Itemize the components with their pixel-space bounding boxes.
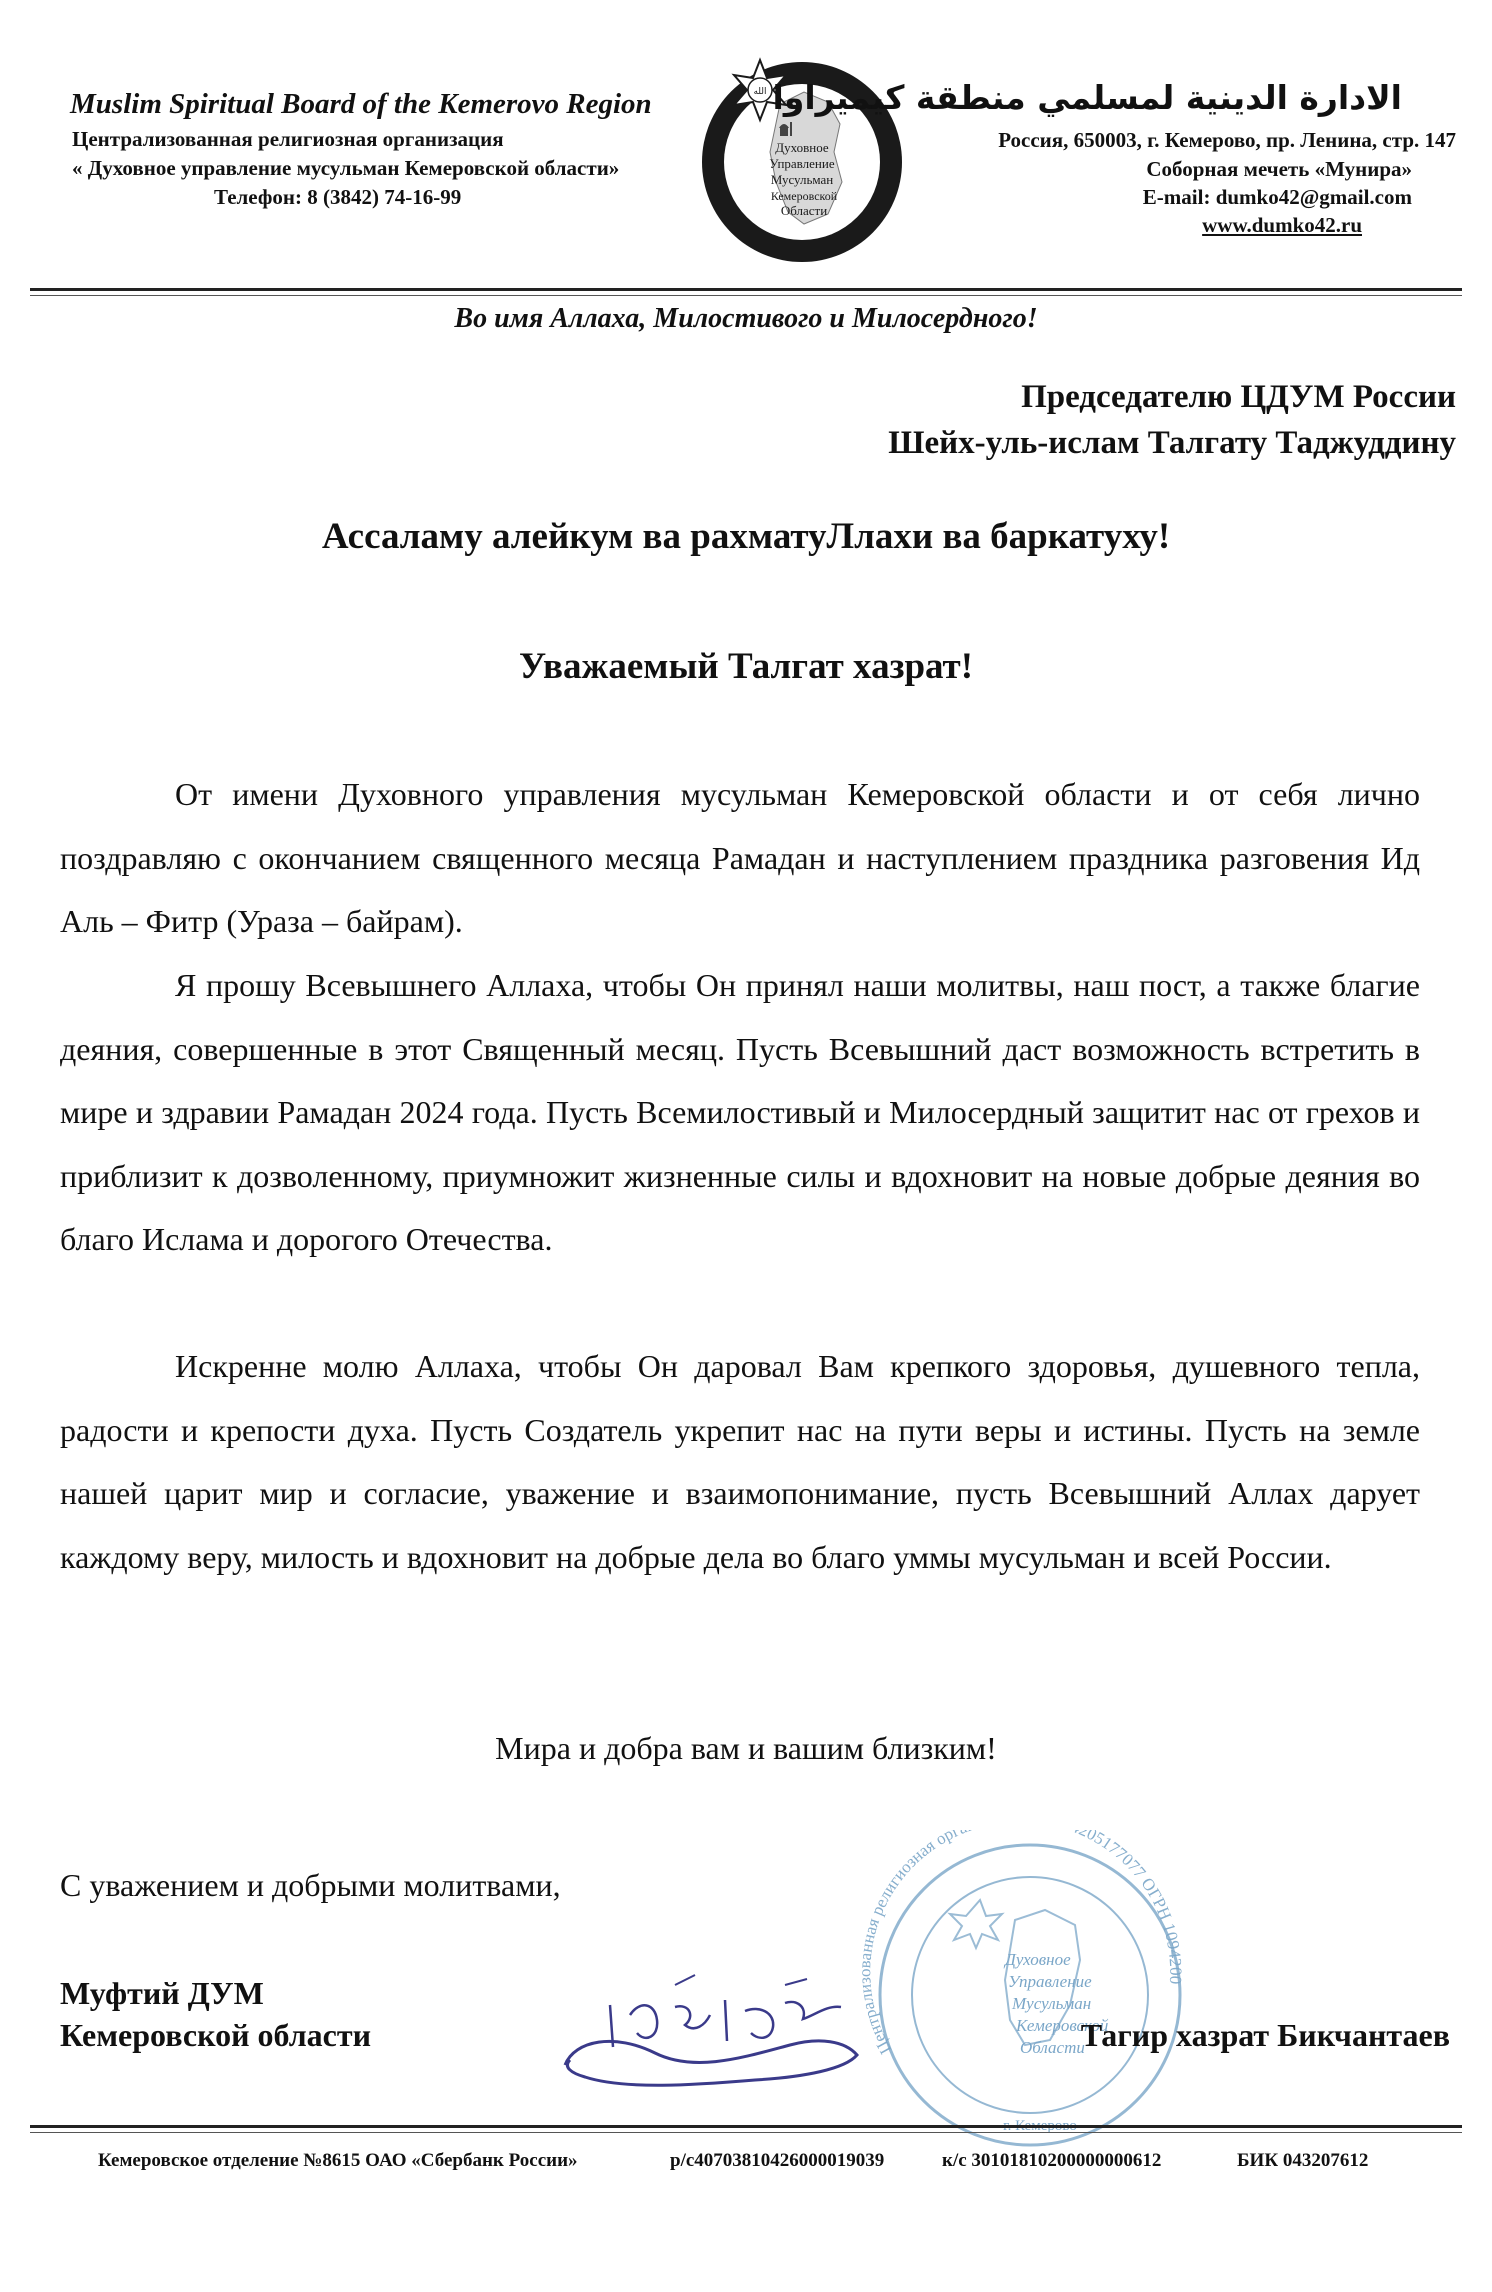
footer-account: р/с40703810426000019039 [670, 2150, 885, 2171]
org-name-ar: الادارة الدينية لمسلمي منطقة كيميراوا [772, 78, 1402, 117]
addressee-line-1: Председателю ЦДУМ России [1021, 379, 1456, 415]
logo-line-4: Кемеровской [770, 189, 838, 203]
stamp-ring-text: Централизованная религиозная орг 205177077 ОГРН 1094200 [855, 1830, 1186, 2058]
footer-rule [30, 2125, 1462, 2128]
org-mosque: Соборная мечеть «Мунира» [1146, 157, 1412, 181]
footer-corr-account: к/с 30101810200000000612 [942, 2150, 1162, 2171]
paragraph-2: Я прошу Всевышнего Аллаха, чтобы Он принял наши молитвы, наш пост, а также благие деяния, совершенные в этот Священный месяц. Пусть Всевышний даст возможность встретить в мире и здравии Рамадан 2024 года. Пусть Всемилостивый и Милосердный защитит нас от грехов и приблизит к дозволенному, приумножит жизненные силы и вдохновит на новые добрые деяния во благо Ислама и дорогого Отечества. [60, 967, 1420, 1257]
stamp-city: г. Кемерово [1003, 2118, 1077, 2134]
wish-line: Мира и добра вам и вашим близким! [495, 1730, 997, 1766]
org-email: E-mail: dumko42@gmail.com [1142, 185, 1412, 209]
handwritten-signature [545, 1945, 875, 2105]
signer-title-1: Муфтий ДУМ [60, 1975, 264, 2011]
org-name-en: Muslim Spiritual Board of the Kemerovo Region [70, 88, 652, 120]
header-rule-thin [30, 295, 1462, 296]
logo-line-2: Управление [769, 156, 835, 171]
logo-seal-text: الله [753, 87, 767, 97]
header-rule [30, 288, 1462, 291]
org-address: Россия, 650003, г. Кемерово, пр. Ленина, стр. 147 [998, 128, 1456, 152]
stamp-line-1: Духовное [1005, 1950, 1071, 1969]
signer-title-2: Кемеровской области [60, 2017, 372, 2053]
paragraph-1: От имени Духовного управления мусульман Кемеровской области и от себя лично поздравляю с окончанием священного месяца Рамадан и наступлением праздника разговения Ид Аль – Фитр (Ураза – байрам). [60, 776, 1420, 939]
org-type-ru: Централизованная религиозная организация [72, 127, 504, 151]
stamp-line-4: Кемеровской [1016, 2016, 1109, 2035]
paragraph-3: Искренне молю Аллаха, чтобы Он даровал Вам крепкого здоровья, душевного тепла, радости и крепости духа. Пусть Создатель укрепит нас на пути веры и истины. Пусть на земле нашей царит мир и согласие, уважение и взаимопонимание, пусть Всевышний Аллах дарует каждому веру, милость и вдохновит на добрые дела во благо уммы мусульман и всей России. [60, 1348, 1420, 1575]
org-phone: Телефон: 8 (3842) 74-16-99 [214, 185, 462, 209]
greeting: Уважаемый Талгат хазрат! [518, 646, 974, 687]
organization-logo [700, 42, 904, 274]
stamp-line-3: Мусульман [1012, 1994, 1092, 2013]
addressee-line-2: Шейх-уль-ислам Талгату Таджуддину [888, 425, 1456, 461]
footer-bik: БИК 043207612 [1237, 2150, 1369, 2171]
footer-rule-thin [30, 2132, 1462, 2133]
logo-line-1: Духовное [775, 140, 829, 155]
logo-line-3: Мусульман [770, 172, 834, 187]
org-website: www.dumko42.ru [1202, 213, 1362, 237]
basmala: Во имя Аллаха, Милостивого и Милосердного! [454, 303, 1038, 334]
logo-ring-text: محمد رسول الله [757, 210, 848, 236]
org-name-ru: « Духовное управление мусульман Кемеровской области» [72, 156, 620, 180]
stamp-line-2: Управление [1008, 1972, 1092, 1991]
signer-name: Тагир хазрат Бикчантаев [1080, 2017, 1450, 2053]
closing-line: С уважением и добрыми молитвами, [60, 1867, 561, 1903]
logo-line-5: Области [780, 203, 828, 218]
salutation: Ассаламу алейкум ва рахматуЛлахи ва баркатуху! [321, 516, 1171, 557]
stamp-line-5: Области [1020, 2038, 1085, 2057]
official-stamp [830, 1830, 1230, 2160]
footer-bank: Кемеровское отделение №8615 ОАО «Сбербанк России» [98, 2150, 578, 2171]
